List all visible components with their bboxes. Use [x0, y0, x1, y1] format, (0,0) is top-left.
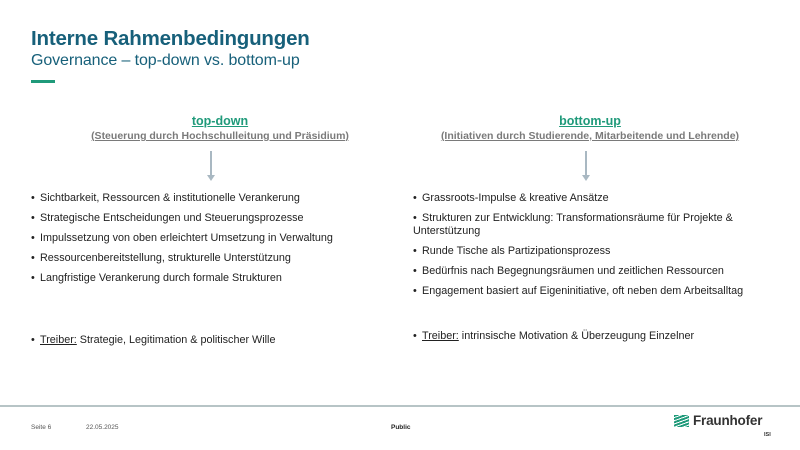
accent-bar	[31, 80, 55, 83]
list-item: • Impulssetzung von oben erleichtert Umsetzung in Verwaltung	[31, 232, 333, 244]
page-number: Seite 6	[31, 424, 52, 431]
down-arrow-icon	[585, 151, 587, 176]
down-arrow-icon	[210, 151, 212, 176]
bottom-up-subheading: (Initiativen durch Studierende, Mitarbeitende und Lehrende)	[440, 130, 740, 142]
bottom-up-list	[413, 192, 788, 305]
bottom-up-header	[410, 114, 770, 143]
slide-subtitle: Governance – top-down vs. bottom-up	[31, 52, 300, 69]
list-item: • Runde Tische als Partizipationsprozess	[413, 245, 611, 257]
list-item: • Grassroots-Impulse & kreative Ansätze	[413, 192, 609, 204]
driver-label: Treiber:	[40, 334, 77, 346]
top-down-driver: • Treiber: Strategie, Legitimation & politischer Wille	[31, 334, 276, 346]
logo-name: Fraunhofer	[693, 413, 763, 428]
top-down-heading: top-down	[191, 114, 249, 128]
footer-divider	[0, 405, 800, 407]
classification-label: Public	[391, 424, 411, 431]
date: 22.05.2025	[86, 424, 119, 431]
top-down-list	[31, 192, 371, 292]
list-item: • Sichtbarkeit, Ressourcen & institutionelle Verankerung	[31, 192, 300, 204]
top-down-subheading: (Steuerung durch Hochschulleitung und Präsidium)	[91, 130, 349, 142]
driver-label: Treiber:	[422, 330, 459, 342]
driver-text: intrinsische Motivation & Überzeugung Einzelner	[458, 330, 695, 342]
slide-title: Interne Rahmenbedingungen	[31, 27, 310, 50]
fraunhofer-logo-icon	[674, 415, 689, 427]
list-item: • Bedürfnis nach Begegnungsräumen und zeitlichen Ressourcen	[413, 265, 724, 277]
logo-sub: ISI	[764, 432, 771, 438]
top-down-header	[60, 114, 380, 143]
list-item: • Engagement basiert auf Eigeninitiative, oft neben dem Arbeitsalltag	[413, 285, 744, 297]
list-item: • Langfristige Verankerung durch formale Strukturen	[31, 272, 282, 284]
list-item: • Strukturen zur Entwicklung: Transformationsräume für Projekte & Unterstützung	[413, 212, 733, 237]
list-item: • Strategische Entscheidungen und Steuerungsprozesse	[31, 212, 304, 224]
fraunhofer-logo	[674, 414, 784, 444]
bottom-up-driver: • Treiber: intrinsische Motivation & Überzeugung Einzelner	[413, 330, 695, 342]
driver-text: Strategie, Legitimation & politischer Wille	[76, 334, 276, 346]
list-item: • Ressourcenbereitstellung, strukturelle Unterstützung	[31, 252, 291, 264]
bottom-up-heading: bottom-up	[559, 114, 621, 128]
